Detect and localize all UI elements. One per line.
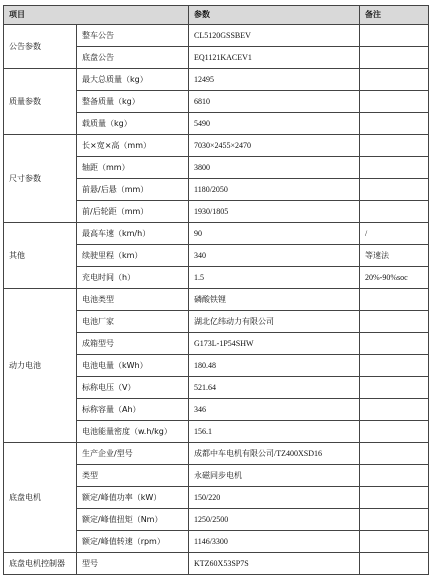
param-note	[360, 399, 429, 421]
table-row	[4, 443, 429, 465]
param-value: 346	[189, 399, 360, 421]
table-row	[4, 69, 429, 91]
param-value: 1250/2500	[189, 509, 360, 531]
header-item: 项目	[4, 6, 189, 25]
param-label: 整备质量（kg）	[77, 91, 189, 113]
category-cell: 其他	[4, 223, 77, 289]
param-label: 底盘公告	[77, 47, 189, 69]
param-note	[360, 113, 429, 135]
param-label: 电池类型	[77, 289, 189, 311]
param-label: 电池能量密度（w.h/kg）	[77, 421, 189, 443]
param-value: KTZ60X53SP7S	[189, 553, 360, 575]
param-note	[360, 355, 429, 377]
table-row	[4, 289, 429, 311]
param-value: 150/220	[189, 487, 360, 509]
param-note: /	[360, 223, 429, 245]
param-note	[360, 421, 429, 443]
param-label: 载质量（kg）	[77, 113, 189, 135]
param-value: 90	[189, 223, 360, 245]
param-note	[360, 157, 429, 179]
spec-body	[4, 25, 429, 575]
category-cell: 公告参数	[4, 25, 77, 69]
param-note: 20%-90%soc	[360, 267, 429, 289]
category-cell: 动力电池	[4, 289, 77, 443]
param-value: 5490	[189, 113, 360, 135]
param-label: 充电时间（h）	[77, 267, 189, 289]
param-label: 长×宽×高（mm）	[77, 135, 189, 157]
param-value: 磷酸铁锂	[189, 289, 360, 311]
param-note	[360, 69, 429, 91]
param-label: 电池厂家	[77, 311, 189, 333]
param-note	[360, 531, 429, 553]
table-row	[4, 25, 429, 47]
param-note	[360, 47, 429, 69]
param-value: 1180/2050	[189, 179, 360, 201]
param-label: 型号	[77, 553, 189, 575]
param-label: 续驶里程（km）	[77, 245, 189, 267]
param-label: 轴距（mm）	[77, 157, 189, 179]
header-note: 备注	[360, 6, 429, 25]
table-row	[4, 135, 429, 157]
param-label: 前/后轮距（mm）	[77, 201, 189, 223]
param-note	[360, 311, 429, 333]
param-note	[360, 509, 429, 531]
param-note	[360, 377, 429, 399]
param-value: 12495	[189, 69, 360, 91]
param-value: CL5120GSSBEV	[189, 25, 360, 47]
param-note	[360, 487, 429, 509]
table-row	[4, 223, 429, 245]
param-label: 最大总质量（kg）	[77, 69, 189, 91]
param-label: 整车公告	[77, 25, 189, 47]
param-value: 1930/1805	[189, 201, 360, 223]
param-note	[360, 135, 429, 157]
param-value: G173L-1P54SHW	[189, 333, 360, 355]
param-value: 340	[189, 245, 360, 267]
param-value: 3800	[189, 157, 360, 179]
param-note	[360, 91, 429, 113]
param-label: 额定/峰值功率（kW）	[77, 487, 189, 509]
header-param: 参数	[189, 6, 360, 25]
param-label: 前悬/后悬（mm）	[77, 179, 189, 201]
param-note	[360, 179, 429, 201]
category-cell: 尺寸参数	[4, 135, 77, 223]
param-label: 生产企业/型号	[77, 443, 189, 465]
param-value: 180.48	[189, 355, 360, 377]
param-label: 类型	[77, 465, 189, 487]
param-label: 标称电压（V）	[77, 377, 189, 399]
param-note	[360, 25, 429, 47]
param-value: 1146/3300	[189, 531, 360, 553]
param-value: 湖北亿纬动力有限公司	[189, 311, 360, 333]
param-label: 最高车速（km/h）	[77, 223, 189, 245]
param-value: 521.64	[189, 377, 360, 399]
param-value: 156.1	[189, 421, 360, 443]
param-note	[360, 289, 429, 311]
param-value: 7030×2455×2470	[189, 135, 360, 157]
param-label: 额定/峰值扭矩（Nm）	[77, 509, 189, 531]
param-note	[360, 201, 429, 223]
category-cell: 底盘电机	[4, 443, 77, 553]
param-value: 成都中车电机有限公司/TZ400XSD16	[189, 443, 360, 465]
param-label: 额定/峰值转速（rpm）	[77, 531, 189, 553]
param-label: 电池电量（kWh）	[77, 355, 189, 377]
param-label: 成箱型号	[77, 333, 189, 355]
category-cell: 底盘电机控制器	[4, 553, 77, 575]
spec-table	[3, 5, 429, 575]
header-row	[4, 6, 429, 25]
param-value: EQ1121KACEV1	[189, 47, 360, 69]
category-cell: 质量参数	[4, 69, 77, 135]
param-value: 6810	[189, 91, 360, 113]
param-label: 标称容量（Ah）	[77, 399, 189, 421]
param-note: 等速法	[360, 245, 429, 267]
param-note	[360, 443, 429, 465]
param-value: 1.5	[189, 267, 360, 289]
param-note	[360, 465, 429, 487]
param-note	[360, 333, 429, 355]
param-value: 永磁同步电机	[189, 465, 360, 487]
